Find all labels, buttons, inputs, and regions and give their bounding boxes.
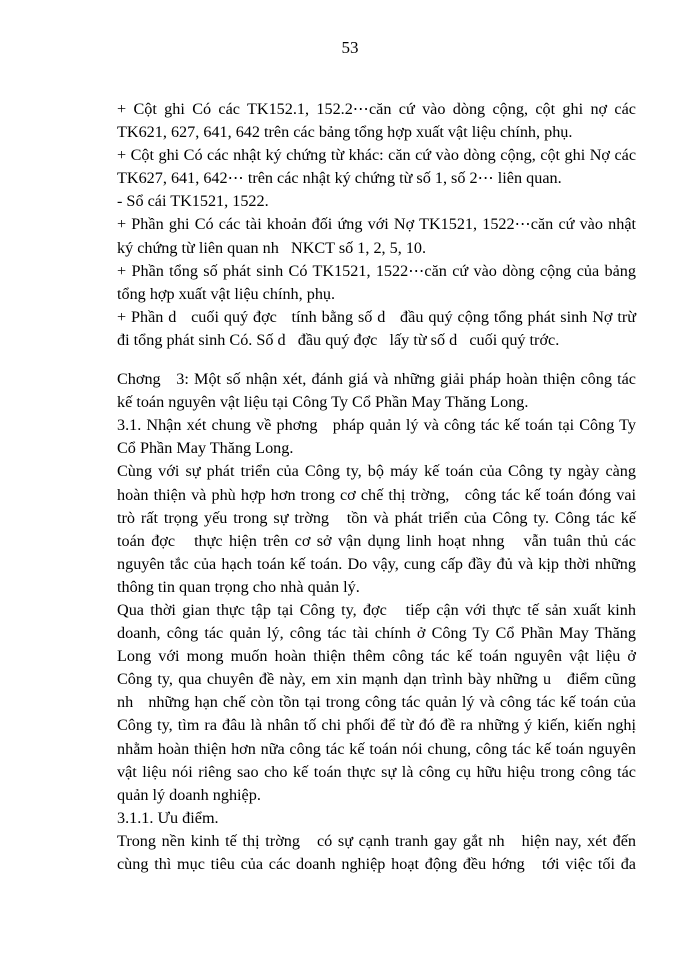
text-line: vật liệu nói riêng sao cho kế toán thực sự là công cụ hữu hiệu trong công tác	[117, 762, 636, 781]
text-line: + Phần tổng số phát sinh Có TK1521, 1522⋯căn cứ vào dòng cộng của bảng	[117, 261, 636, 280]
text-line: TK621, 627, 641, 642 trên các bảng tổng hợp xuất vật liệu chính, phụ.	[117, 123, 573, 142]
text-line: Trong nền kinh tế thị trờng có sự cạnh tranh gay gắt nh hiện nay, xét đến	[117, 831, 636, 850]
text-line: nhằm hoàn thiện hơn nữa công tác kế toán nói chung, công tác kế toán nguyên	[117, 739, 636, 758]
section-heading: Cổ Phần May Thăng Long.	[117, 439, 294, 458]
body-text	[117, 98, 636, 876]
text-line: Công ty, tìm ra đâu là nhân tố chi phối để từ đó đề ra những ý kiến, kiến nghị	[117, 716, 636, 735]
text-line: ký chứng từ liên quan nh NKCT số 1, 2, 5, 10.	[117, 238, 427, 257]
text-line: Long với mong muốn hoàn thiện thêm công tác kế toán nguyên vật liệu ở	[117, 647, 636, 666]
text-line: + Cột ghi Có các nhật ký chứng từ khác: căn cứ vào dòng cộng, cột ghi Nợ các	[117, 146, 636, 165]
section-heading: 3.1. Nhận xét chung về phơng pháp quản lý và công tác kế toán tại Công Ty	[117, 416, 636, 435]
text-line: nguyên tắc của hạch toán kế toán. Do vậy, cung cấp đầy đủ và kịp thời những	[117, 554, 636, 573]
text-line: cùng thì mục tiêu của các doanh nghiệp hoạt động đều hớng tới việc tối đa	[117, 855, 636, 873]
text-line: + Phần d cuối quý đợc tính bằng số d đầu quý cộng tổng phát sinh Nợ trừ	[117, 307, 636, 326]
text-line: quản lý doanh nghiệp.	[117, 785, 261, 804]
chapter-heading: Chơng 3: Một số nhận xét, đánh giá và những giải pháp hoàn thiện công tác	[117, 370, 636, 389]
text-line: + Phần ghi Có các tài khoản đối ứng với Nợ TK1521, 1522⋯căn cứ vào nhật	[117, 215, 636, 234]
text-line: trò rất trọng yếu trong sự trờng tồn và phát triển của Công ty. Công tác kế	[117, 508, 636, 527]
text-line: đi tổng phát sinh Có. Số d đầu quý đợc lấy từ số d cuối quý trớc.	[117, 330, 560, 349]
text-line: Công ty, qua chuyên đề này, em xin mạnh dạn trình bày những u điểm cũng	[117, 670, 636, 689]
text-line: TK627, 641, 642⋯ trên các nhật ký chứng từ số 1, số 2⋯ liên quan.	[117, 169, 562, 188]
chapter-heading: kế toán nguyên vật liệu tại Công Ty Cổ Phần May Thăng Long.	[117, 393, 529, 412]
text-line: toán đợc thực hiện trên cơ sở vận dụng linh hoạt nhng vẫn tuân thủ các	[117, 531, 636, 550]
paragraph-gap	[117, 352, 636, 368]
text-line: tổng hợp xuất vật liệu chính, phụ.	[117, 284, 336, 303]
section-chapter-3	[117, 368, 636, 876]
text-line: + Cột ghi Có các TK152.1, 152.2⋯căn cứ vào dòng cộng, cột ghi nợ các	[117, 100, 636, 118]
text-line: Cùng với sự phát triển của Công ty, bộ máy kế toán của Công ty ngày càng	[117, 462, 636, 481]
text-line: hoàn thiện và phù hợp hơn trong cơ chế thị trờng, công tác kế toán đóng vai	[117, 485, 636, 504]
text-line: - Sổ cái TK1521, 1522.	[117, 192, 269, 211]
text-line: nh những hạn chế còn tồn tại trong công tác quản lý và công tác kế toán của	[117, 693, 636, 712]
section-ledger-instructions	[117, 98, 636, 352]
text-line: Qua thời gian thực tập tại Công ty, đợc tiếp cận với thực tế sản xuất kinh	[117, 600, 636, 619]
text-line: doanh, công tác quản lý, công tác tài chính ở Công Ty Cổ Phần May Thăng	[117, 624, 636, 643]
text-line: thông tin quan trọng cho nhà quản lý.	[117, 577, 360, 596]
subsection-heading: 3.1.1. Ưu điểm.	[117, 808, 219, 827]
page-number: 53	[341, 38, 359, 57]
